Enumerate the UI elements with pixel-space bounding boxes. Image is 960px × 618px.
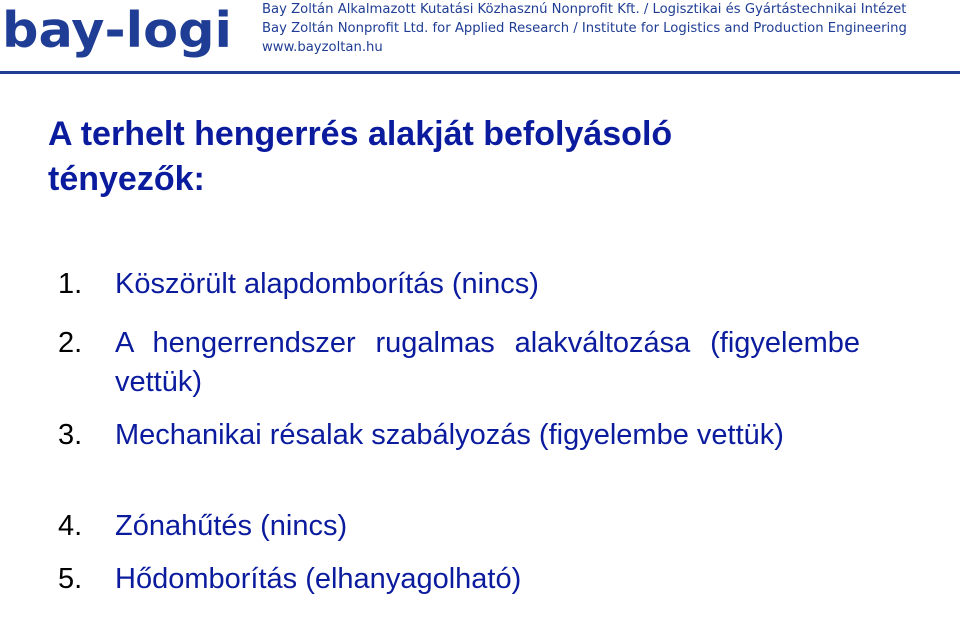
item-number: 4. [58, 510, 83, 542]
item-number: 1. [58, 268, 83, 300]
item-text: A hengerrendszer rugalmas alakváltozása (figyelembe vettük) [115, 327, 860, 398]
header-divider [0, 71, 960, 74]
org-website[interactable]: www.bayzoltan.hu [262, 40, 383, 55]
title-line-2: tényezők: [48, 160, 205, 198]
item-text: Köszörült alapdomborítás (nincs) [115, 268, 539, 300]
header [0, 0, 960, 78]
item-text: Mechanikai résalak szabályozás (figyelembe vettük) [115, 419, 784, 451]
organization-info [262, 0, 907, 57]
factor-list [58, 265, 860, 600]
svg-text:bay-logi: bay-logi [2, 3, 232, 59]
list-item [58, 265, 860, 317]
list-item [58, 507, 860, 559]
slide-title [48, 112, 928, 202]
list-item [58, 560, 860, 600]
bay-logi-logo [2, 3, 254, 65]
list-item [58, 416, 860, 503]
item-number: 2. [58, 327, 83, 359]
item-number: 5. [58, 563, 83, 595]
item-text: Hődomborítás (elhanyagolható) [115, 563, 522, 595]
org-line-en: Bay Zoltán Nonprofit Ltd. for Applied Research / Institute for Logistics and Production Engineering [262, 21, 907, 36]
title-line-1: A terhelt hengerrés alakját befolyásoló [48, 115, 673, 153]
item-number: 3. [58, 419, 83, 451]
org-line-hu: Bay Zoltán Alkalmazott Kutatási Közhasznú Nonprofit Kft. / Logisztikai és Gyártástechnikai Intézet [262, 2, 907, 17]
item-text: Zónahűtés (nincs) [115, 510, 348, 542]
list-item [58, 324, 860, 411]
